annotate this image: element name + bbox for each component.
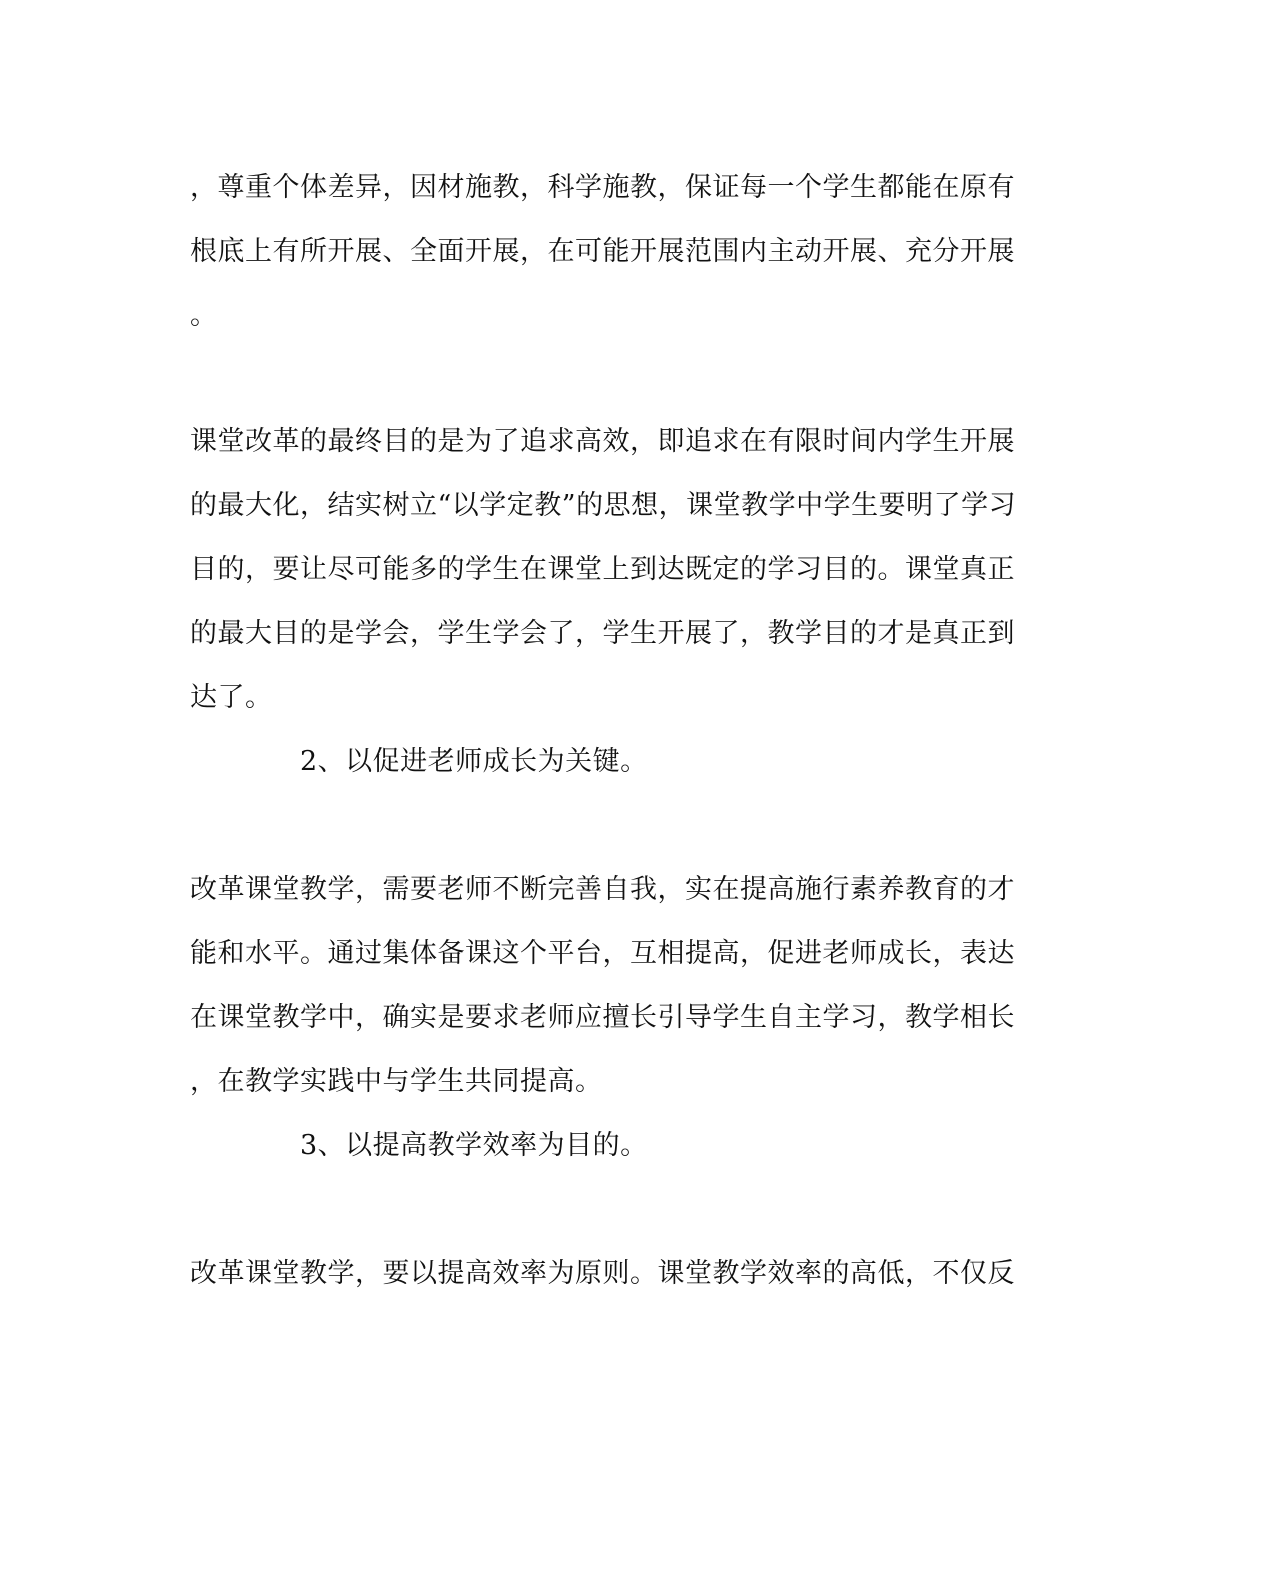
text-line: ，在教学实践中与学生共同提高。	[190, 1066, 603, 1097]
text-line: 根底上有所开展、全面开展，在可能开展范围内主动开展、充分开展	[190, 236, 1015, 267]
text-line: 的最大化，结实树立“以学定教”的思想，课堂教学中学生要明了学习	[190, 490, 1017, 521]
text-line: 目的，要让尽可能多的学生在课堂上到达既定的学习目的。课堂真正	[190, 554, 1015, 585]
text-line: 改革课堂教学，需要老师不断完善自我，实在提高施行素养教育的才	[190, 874, 1015, 905]
text-line: 达了。	[190, 682, 273, 713]
text-line: 的最大目的是学会，学生学会了，学生开展了，教学目的才是真正到	[190, 618, 1015, 649]
text-line: 。	[190, 300, 218, 331]
text-line: 能和水平。通过集体备课这个平台，互相提高，促进老师成长，表达	[190, 938, 1015, 969]
text-line: 在课堂教学中，确实是要求老师应擅长引导学生自主学习，教学相长	[190, 1002, 1015, 1033]
section-heading: 2、以促进老师成长为关键。	[300, 746, 648, 777]
text-line: 改革课堂教学，要以提高效率为原则。课堂教学效率的高低，不仅反	[190, 1258, 1015, 1289]
text-line: 课堂改革的最终目的是为了追求高效，即追求在有限时间内学生开展	[190, 426, 1015, 457]
text-line: ，尊重个体差异，因材施教，科学施教，保证每一个学生都能在原有	[190, 172, 1015, 203]
section-heading: 3、以提高教学效率为目的。	[300, 1130, 648, 1161]
